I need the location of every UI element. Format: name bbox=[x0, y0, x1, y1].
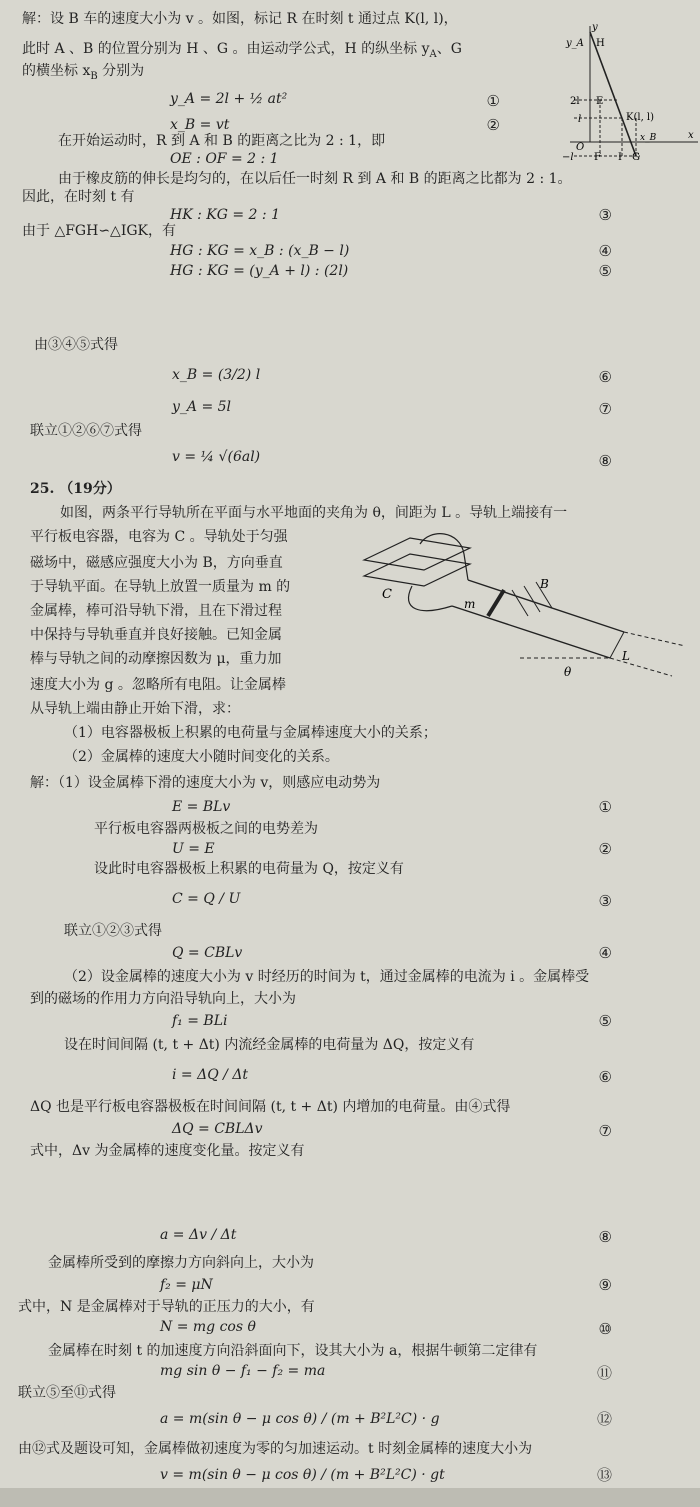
solution-eq-7: ΔQ = CBLΔv bbox=[172, 1121, 263, 1137]
q25-line-3: 磁场中，磁感应强度大小为 B，方向垂直 bbox=[30, 555, 283, 571]
solution-line-8: ΔQ 也是平行板电容器极板在时间间隔 (t, t + Δt) 内增加的电荷量。由④式得 bbox=[30, 1099, 511, 1115]
similar-line: 由于 △FGH∽△IGK，有 bbox=[22, 223, 176, 239]
solution-line-2: 平行板电容器两极板之间的电势差为 bbox=[94, 821, 318, 837]
label-b: B bbox=[540, 577, 549, 591]
intro-line-1: 解：设 B 车的速度大小为 v 。如图，标记 R 在时刻 t 通过点 K(l, l)， bbox=[22, 11, 458, 27]
equation-number-1: ① bbox=[486, 92, 500, 110]
label-k: K(l, l) bbox=[626, 112, 655, 123]
solution-eq-1: E = BLv bbox=[172, 799, 231, 815]
band-line: 由于橡皮筋的伸长是均匀的，在以后任一时刻 R 到 A 和 B 的距离之比都为 2 : 1。 bbox=[58, 171, 572, 187]
intro-line-2: 此时 A 、B 的位置分别为 H 、G 。由运动学公式，H 的纵坐标 $y_A$、G bbox=[22, 41, 462, 60]
label-c: C bbox=[382, 587, 392, 602]
solution-eq-10: N = mg cos θ bbox=[160, 1319, 256, 1335]
q25-line-6: 中保持与导轨垂直并良好接触。已知金属 bbox=[30, 627, 282, 643]
label-xb: x_B bbox=[640, 133, 657, 143]
label-h: H bbox=[596, 38, 605, 49]
label-2l: 2l bbox=[570, 96, 580, 107]
solution-num-11: ⑪ bbox=[596, 1364, 612, 1382]
solution-eq-5: f₁ = BLi bbox=[172, 1013, 228, 1029]
capacitor-bottom-plate bbox=[364, 554, 470, 586]
question-25-header: 25. （19分） bbox=[30, 481, 121, 497]
label-l: l bbox=[578, 114, 582, 125]
label-i: I bbox=[618, 152, 622, 162]
solution-line-1: 解：（1）设金属棒下滑的速度大小为 v，则感应电动势为 bbox=[30, 775, 381, 791]
field-line-1 bbox=[512, 590, 528, 616]
label-l: L bbox=[622, 649, 630, 663]
solution-eq-8: a = Δv / Δt bbox=[160, 1227, 237, 1243]
label-x: x bbox=[688, 130, 694, 141]
solution-line-11: 式中，N 是金属棒对于导轨的正压力的大小，有 bbox=[18, 1299, 315, 1315]
equation-number-5: ⑤ bbox=[598, 262, 612, 280]
solution-eq-13: v = m(sin θ − μ cos θ) / (m + B²L²C) · gt bbox=[160, 1467, 445, 1483]
equation-7: y_A = 5l bbox=[172, 399, 232, 415]
label-g: G bbox=[632, 152, 640, 162]
q25-line-2: 平行板电容器，电容为 C 。导轨处于匀强 bbox=[30, 529, 288, 545]
equation-6: x_B = (3/2) l bbox=[172, 367, 261, 383]
label-o: O bbox=[576, 142, 585, 153]
equation-8: v = ¼ √(6al) bbox=[172, 449, 261, 465]
q25-ask-1: （1）电容器极板上积累的电荷量与金属棒速度大小的关系； bbox=[64, 725, 437, 741]
label-f: F bbox=[594, 152, 601, 162]
solution-line-9: 式中，Δv 为金属棒的速度变化量。按定义有 bbox=[30, 1143, 305, 1159]
solution-num-1: ① bbox=[598, 798, 612, 816]
q25-line-1: 如图，两条平行导轨所在平面与水平地面的夹角为 θ，间距为 L 。导轨上端接有一 bbox=[60, 505, 568, 521]
therefore-line: 因此，在时刻 t 有 bbox=[22, 189, 135, 205]
solution-line-14: 由⑫式及题设可知，金属棒做初速度为零的匀加速运动。t 时刻金属棒的速度大小为 bbox=[18, 1441, 533, 1457]
label-y: y bbox=[592, 22, 598, 33]
solution-num-12: ⑫ bbox=[596, 1410, 612, 1428]
label-minus-l: −l bbox=[562, 152, 574, 162]
combine-line-1: 联立①②⑥⑦式得 bbox=[30, 423, 142, 439]
equation-1: y_A = 2l + ½ at² bbox=[170, 91, 288, 107]
equation-number-4: ④ bbox=[598, 242, 612, 260]
solution-eq-4: Q = CBLv bbox=[172, 945, 243, 961]
solution-line-7: 设在时间间隔 (t, t + Δt) 内流经金属棒的电荷量为 ΔQ，按定义有 bbox=[64, 1037, 475, 1053]
from-345-line: 由③④⑤式得 bbox=[34, 337, 118, 353]
page-bottom-edge bbox=[0, 1488, 700, 1507]
equation-number-7: ⑦ bbox=[598, 400, 612, 418]
q25-line-4: 于导轨平面。在导轨上放置一质量为 m 的 bbox=[30, 579, 291, 595]
solution-num-8: ⑧ bbox=[598, 1228, 612, 1246]
equation-number-3: ③ bbox=[598, 206, 612, 224]
equation-2: x_B = vt bbox=[170, 117, 230, 133]
solution-num-13: ⑬ bbox=[596, 1466, 612, 1484]
solution-num-10: ⑩ bbox=[598, 1320, 612, 1338]
solution-line-10: 金属棒所受到的摩擦力方向斜向上，大小为 bbox=[48, 1255, 314, 1271]
solution-num-7: ⑦ bbox=[598, 1122, 612, 1140]
equation-4: HG : KG = x_B : (x_B − l) bbox=[170, 243, 350, 259]
solution-eq-6: i = ΔQ / Δt bbox=[172, 1067, 249, 1083]
solution-line-13: 联立⑤至⑪式得 bbox=[18, 1385, 116, 1401]
label-m: m bbox=[464, 597, 476, 611]
q25-line-9: 从导轨上端由静止开始下滑，求： bbox=[30, 701, 240, 717]
solution-eq-9: f₂ = μN bbox=[160, 1277, 213, 1293]
rail-lower bbox=[452, 606, 610, 658]
solution-eq-11: mg sin θ − f₁ − f₂ = ma bbox=[160, 1363, 326, 1379]
ratio-line: 在开始运动时，R 到 A 和 B 的距离之比为 2 : 1，即 bbox=[58, 133, 386, 149]
solution-line-4: 联立①②③式得 bbox=[64, 923, 162, 939]
intro-line-3: 的横坐标 $x_B$ 分别为 bbox=[22, 63, 145, 82]
solution-line-12: 金属棒在时刻 t 的加速度方向沿斜面向下，设其大小为 a，根据牛顿第二定律有 bbox=[48, 1343, 538, 1359]
solution-line-5: （2）设金属棒的速度大小为 v 时经历的时间为 t，通过金属棒的电流为 i 。金属棒受 bbox=[64, 969, 590, 985]
rail-lower-extension bbox=[610, 658, 672, 676]
q25-line-5: 金属棒，棒可沿导轨下滑，且在下滑过程 bbox=[30, 603, 282, 619]
equation-number-8: ⑧ bbox=[598, 452, 612, 470]
coordinate-diagram bbox=[560, 22, 700, 162]
rail-upper-extension bbox=[624, 632, 685, 646]
label-e: E bbox=[596, 96, 604, 107]
solution-num-5: ⑤ bbox=[598, 1012, 612, 1030]
solution-eq-12: a = m(sin θ − μ cos θ) / (m + B²L²C) · g bbox=[160, 1411, 440, 1427]
q25-line-7: 棒与导轨之间的动摩擦因数为 μ，重力加 bbox=[30, 651, 282, 667]
q25-line-8: 速度大小为 g 。忽略所有电阻。让金属棒 bbox=[30, 677, 286, 693]
solution-num-9: ⑨ bbox=[598, 1276, 612, 1294]
solution-num-6: ⑥ bbox=[598, 1068, 612, 1086]
metal-rod bbox=[488, 590, 504, 616]
label-ya: y_A bbox=[566, 38, 584, 49]
rail-capacitor-diagram bbox=[360, 530, 690, 680]
solution-num-4: ④ bbox=[598, 944, 612, 962]
solution-line-3: 设此时电容器极板上积累的电荷量为 Q，按定义有 bbox=[94, 861, 404, 877]
equation-3: HK : KG = 2 : 1 bbox=[170, 207, 280, 223]
equation-number-2: ② bbox=[486, 116, 500, 134]
equation-oe-of: OE : OF = 2 : 1 bbox=[170, 151, 279, 167]
label-theta: θ bbox=[564, 665, 572, 679]
capacitor-top-plate bbox=[364, 538, 470, 570]
solution-line-6: 到的磁场的作用力方向沿导轨向上，大小为 bbox=[30, 991, 296, 1007]
solution-num-3: ③ bbox=[598, 892, 612, 910]
solution-eq-2: U = E bbox=[172, 841, 215, 857]
line-h-g bbox=[590, 32, 636, 156]
solution-num-2: ② bbox=[598, 840, 612, 858]
q25-ask-2: （2）金属棒的速度大小随时间变化的关系。 bbox=[64, 749, 339, 765]
solution-eq-3: C = Q / U bbox=[172, 891, 241, 907]
equation-5: HG : KG = (y_A + l) : (2l) bbox=[170, 263, 349, 279]
equation-number-6: ⑥ bbox=[598, 368, 612, 386]
capacitor-wire-bottom bbox=[408, 586, 452, 611]
